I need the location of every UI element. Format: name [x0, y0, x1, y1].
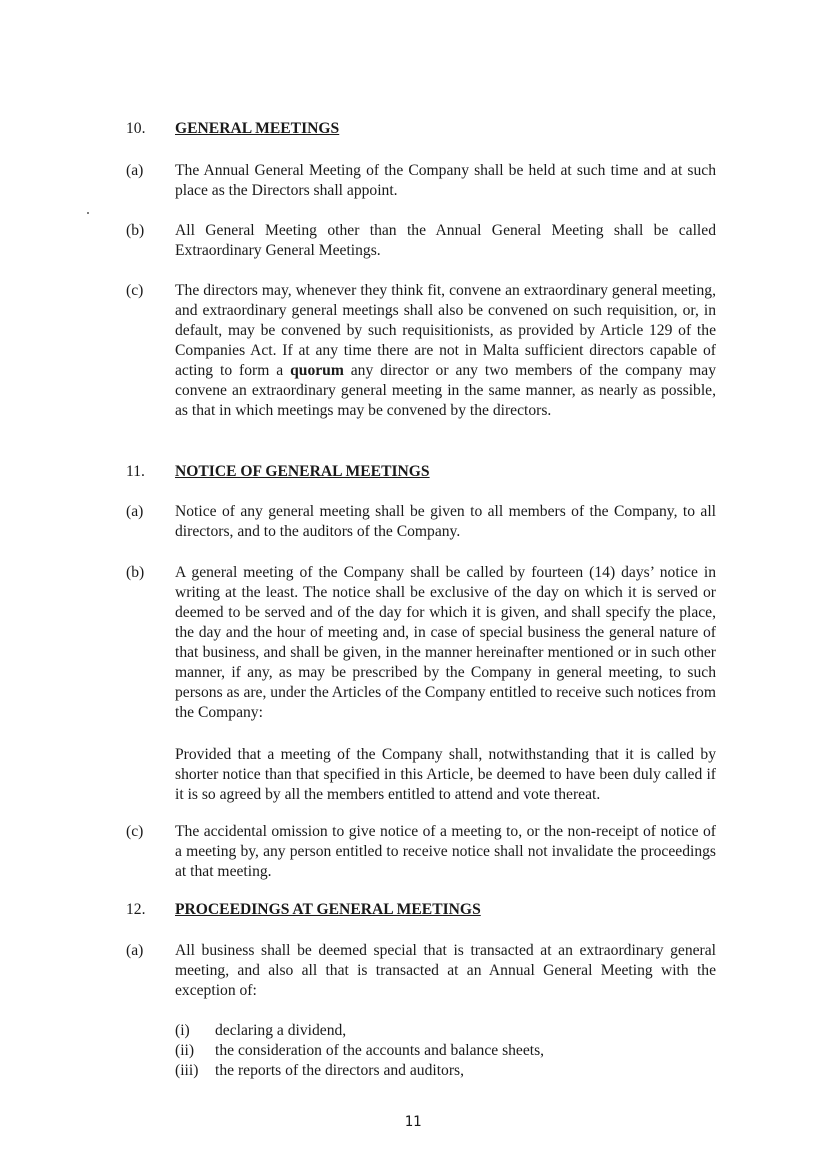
page-number: 11 — [404, 1114, 422, 1130]
quorum-term: quorum — [290, 362, 344, 379]
clause-text: The Annual General Meeting of the Company shall be held at such time and at such place as the Directors shall appoint. — [175, 162, 716, 199]
clause-label: (b) — [126, 222, 145, 239]
clause-text: All business shall be deemed special that is transacted at an extraordinary general meeting, and also all that is transacted at an Annual General Meeting with the exception of: — [175, 942, 716, 999]
proviso-text: Provided that a meeting of the Company shall, notwithstanding that it is called by shorter notice than that specified in this Article, be deemed to have been duly called if it is so agreed by all the members entitled to attend and vote thereat. — [175, 746, 716, 803]
section-number: 11. — [126, 463, 145, 480]
list-item-label: (ii) — [175, 1042, 195, 1059]
list-item-label: (iii) — [175, 1062, 199, 1079]
section-title: PROCEEDINGS AT GENERAL MEETINGS — [175, 901, 481, 918]
clause-text: The directors may, whenever they think fit, convene an extraordinary general meeting, and extraordinary general meetings shall also be convened on such requisition, or, in default, may be convened by such requisitionists, as provided by Article 129 of the Companies Act. If at any time there are not in Malta sufficient directors capable of acting to form a quorum any director or any two members of the company may convene an extraordinary general meeting in the same manner, as nearly as possible, as that in which meetings may be convened by the directors. — [175, 282, 716, 419]
clause-text: Notice of any general meeting shall be given to all members of the Company, to all directors, and to the auditors of the Company. — [175, 503, 716, 540]
list-item-text: declaring a dividend, — [215, 1022, 347, 1039]
list-item-label: (i) — [175, 1022, 190, 1039]
clause-text: A general meeting of the Company shall be called by fourteen (14) days’ notice in writing at the least. The notice shall be exclusive of the day on which it is served or deemed to be served and of the day for which it is given, and shall specify the place, the day and the hour of meeting and, in case of special business the general nature of that business, and shall be given, in the manner hereinafter mentioned or in such other manner, if any, as may be prescribed by the Company in general meeting, to such persons as are, under the Articles of the Company entitled to receive such notices from the Company: — [175, 564, 716, 721]
list-item-text: the consideration of the accounts and balance sheets, — [215, 1042, 545, 1059]
clause-text: All General Meeting other than the Annual General Meeting shall be called Extraordinary General Meetings. — [175, 222, 716, 259]
scan-speck — [87, 212, 89, 214]
clause-label: (b) — [126, 564, 145, 581]
section-number: 12. — [126, 901, 146, 918]
clause-label: (a) — [126, 503, 144, 520]
clause-label: (c) — [126, 823, 144, 840]
section-title: NOTICE OF GENERAL MEETINGS — [175, 463, 430, 480]
section-title: GENERAL MEETINGS — [175, 120, 340, 137]
section-number: 10. — [126, 120, 146, 137]
clause-label: (c) — [126, 282, 144, 299]
clause-label: (a) — [126, 162, 144, 179]
clause-label: (a) — [126, 942, 144, 959]
list-item-text: the reports of the directors and auditors, — [215, 1062, 464, 1079]
clause-text: The accidental omission to give notice of a meeting to, or the non-receipt of notice of a meeting by, any person entitled to receive notice shall not invalidate the proceedings at that meeting. — [175, 823, 716, 880]
